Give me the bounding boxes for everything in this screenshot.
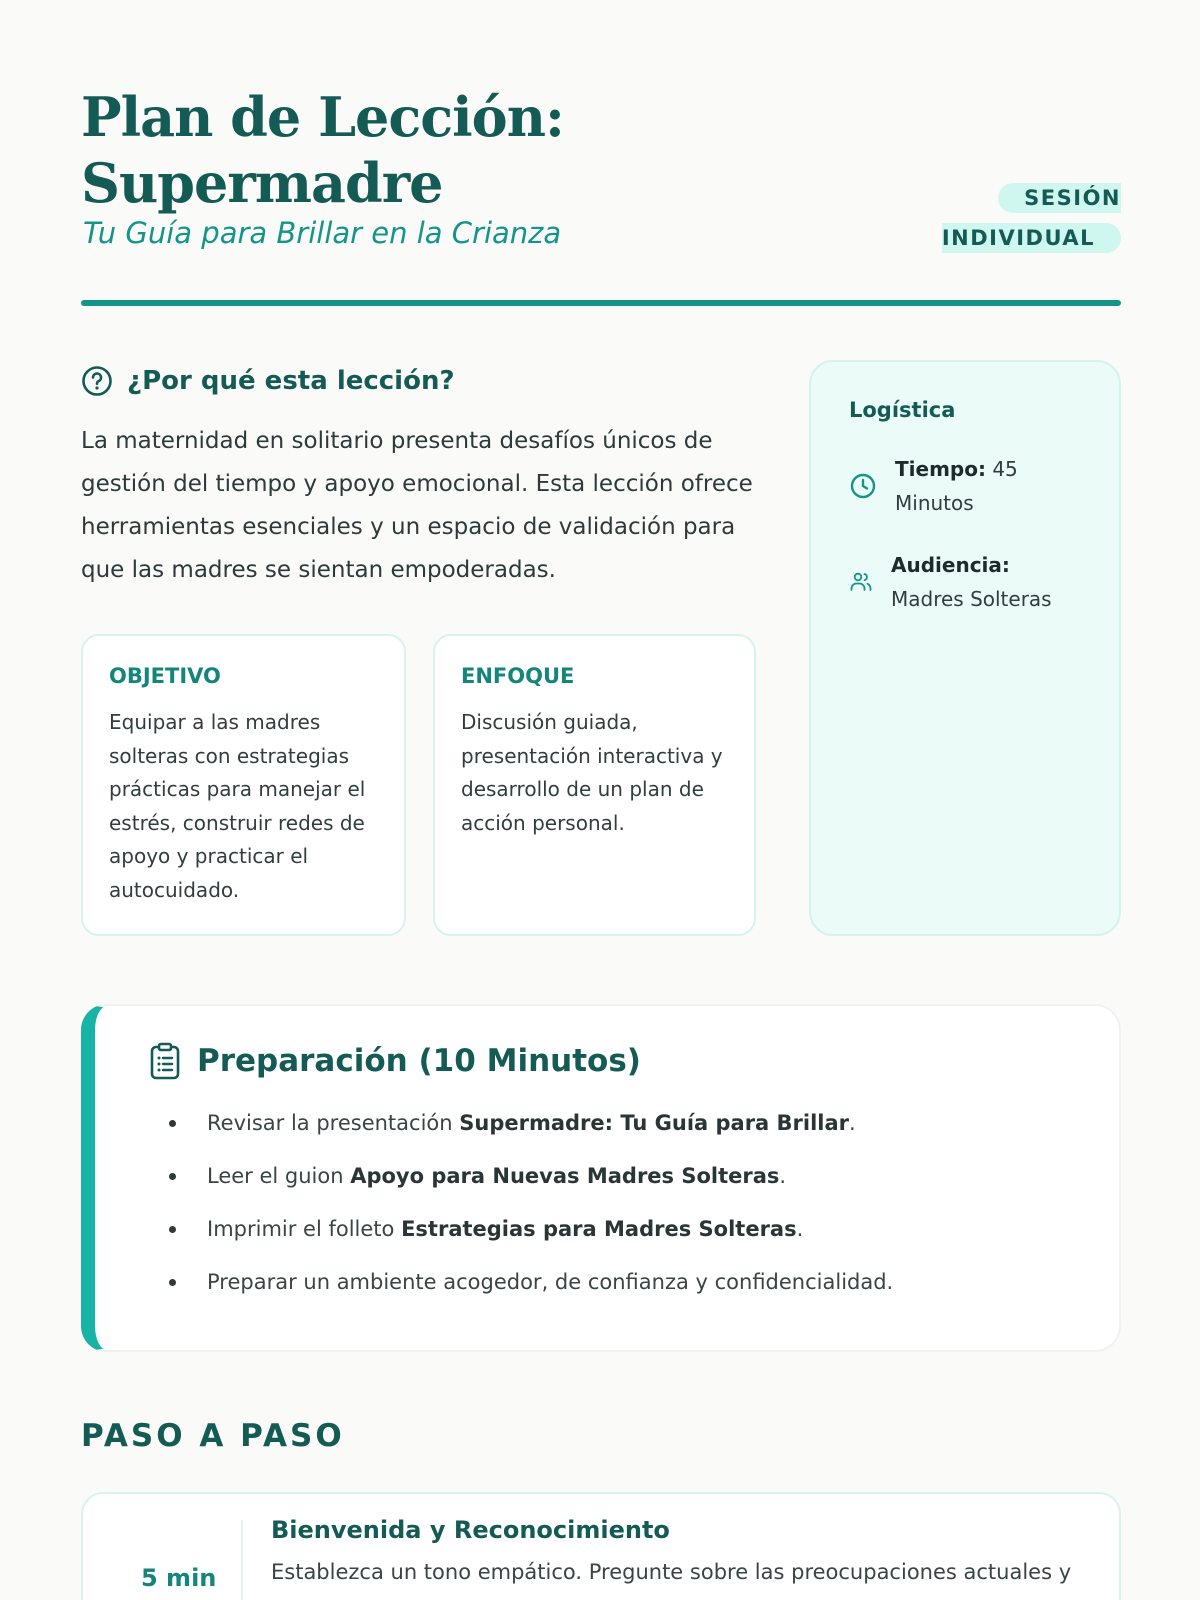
badge-line-1: SESIÓN (998, 183, 1121, 213)
step-divider (241, 1520, 243, 1600)
why-title: ¿Por qué esta lección? (127, 366, 455, 396)
approach-text: Discusión guiada, presentación interactiva y desarrollo de un plan de acción personal. (461, 710, 723, 835)
list-item: Preparar un ambiente acogedor, de confianza y confidencialidad. (135, 1267, 1079, 1297)
logistics-time (849, 452, 1081, 520)
session-badge (941, 178, 1121, 258)
header-divider (81, 300, 1121, 306)
steps-title: PASO A PASO (81, 1418, 345, 1454)
preparation-title: Preparación (10 Minutos) (197, 1043, 641, 1079)
logistics-panel (809, 360, 1121, 936)
time-value: 45 Minutos (895, 457, 1018, 515)
page-subtitle: Tu Guía para Brillar en la Crianza (83, 216, 562, 250)
time-label: Tiempo: (895, 457, 986, 481)
approach-card (433, 634, 756, 936)
logistics-audience (849, 548, 1081, 616)
list-item: Imprimir el folleto Estrategias para Madres Solteras. (135, 1214, 1079, 1244)
step-title: Bienvenida y Reconocimiento (271, 1516, 670, 1544)
list-item: Revisar la presentación Supermadre: Tu Guía para Brillar. (135, 1108, 1079, 1138)
objective-label: OBJETIVO (109, 664, 221, 688)
page-title (81, 84, 781, 216)
step-description: Establezca un tono empático. Pregunte sobre las preocupaciones actuales y (271, 1560, 1072, 1584)
objective-card (81, 634, 406, 936)
title-line-2: Supermadre (81, 151, 443, 215)
list-item: Leer el guion Apoyo para Nuevas Madres Solteras. (135, 1161, 1079, 1191)
step-card (81, 1492, 1121, 1600)
step-time: 5 min (141, 1564, 217, 1592)
audience-value: Madres Solteras (891, 587, 1052, 611)
why-text: La maternidad en solitario presenta desafíos únicos de gestión del tiempo y apoyo emocional. Esta lección ofrece herramientas esenciales y un espacio de validación para que las madres se sientan empoderadas. (81, 428, 753, 583)
approach-label: ENFOQUE (461, 664, 575, 688)
preparation-list (135, 1108, 1079, 1297)
clock-icon (849, 472, 877, 500)
badge-line-2: INDIVIDUAL (942, 223, 1121, 253)
title-line-1: Plan de Lección: (81, 85, 564, 149)
preparation-heading (149, 1042, 1079, 1080)
objective-text: Equipar a las madres solteras con estrategias prácticas para manejar el estrés, construir redes de apoyo y practicar el autocuidado. (109, 710, 366, 902)
lesson-plan-page (81, 0, 1121, 1600)
clipboard-icon (149, 1042, 181, 1080)
question-circle-icon (81, 365, 113, 397)
logistics-title: Logística (849, 398, 956, 422)
audience-label: Audiencia: (891, 553, 1010, 577)
why-heading (81, 365, 455, 397)
preparation-section (81, 1004, 1121, 1352)
users-icon (849, 570, 873, 594)
